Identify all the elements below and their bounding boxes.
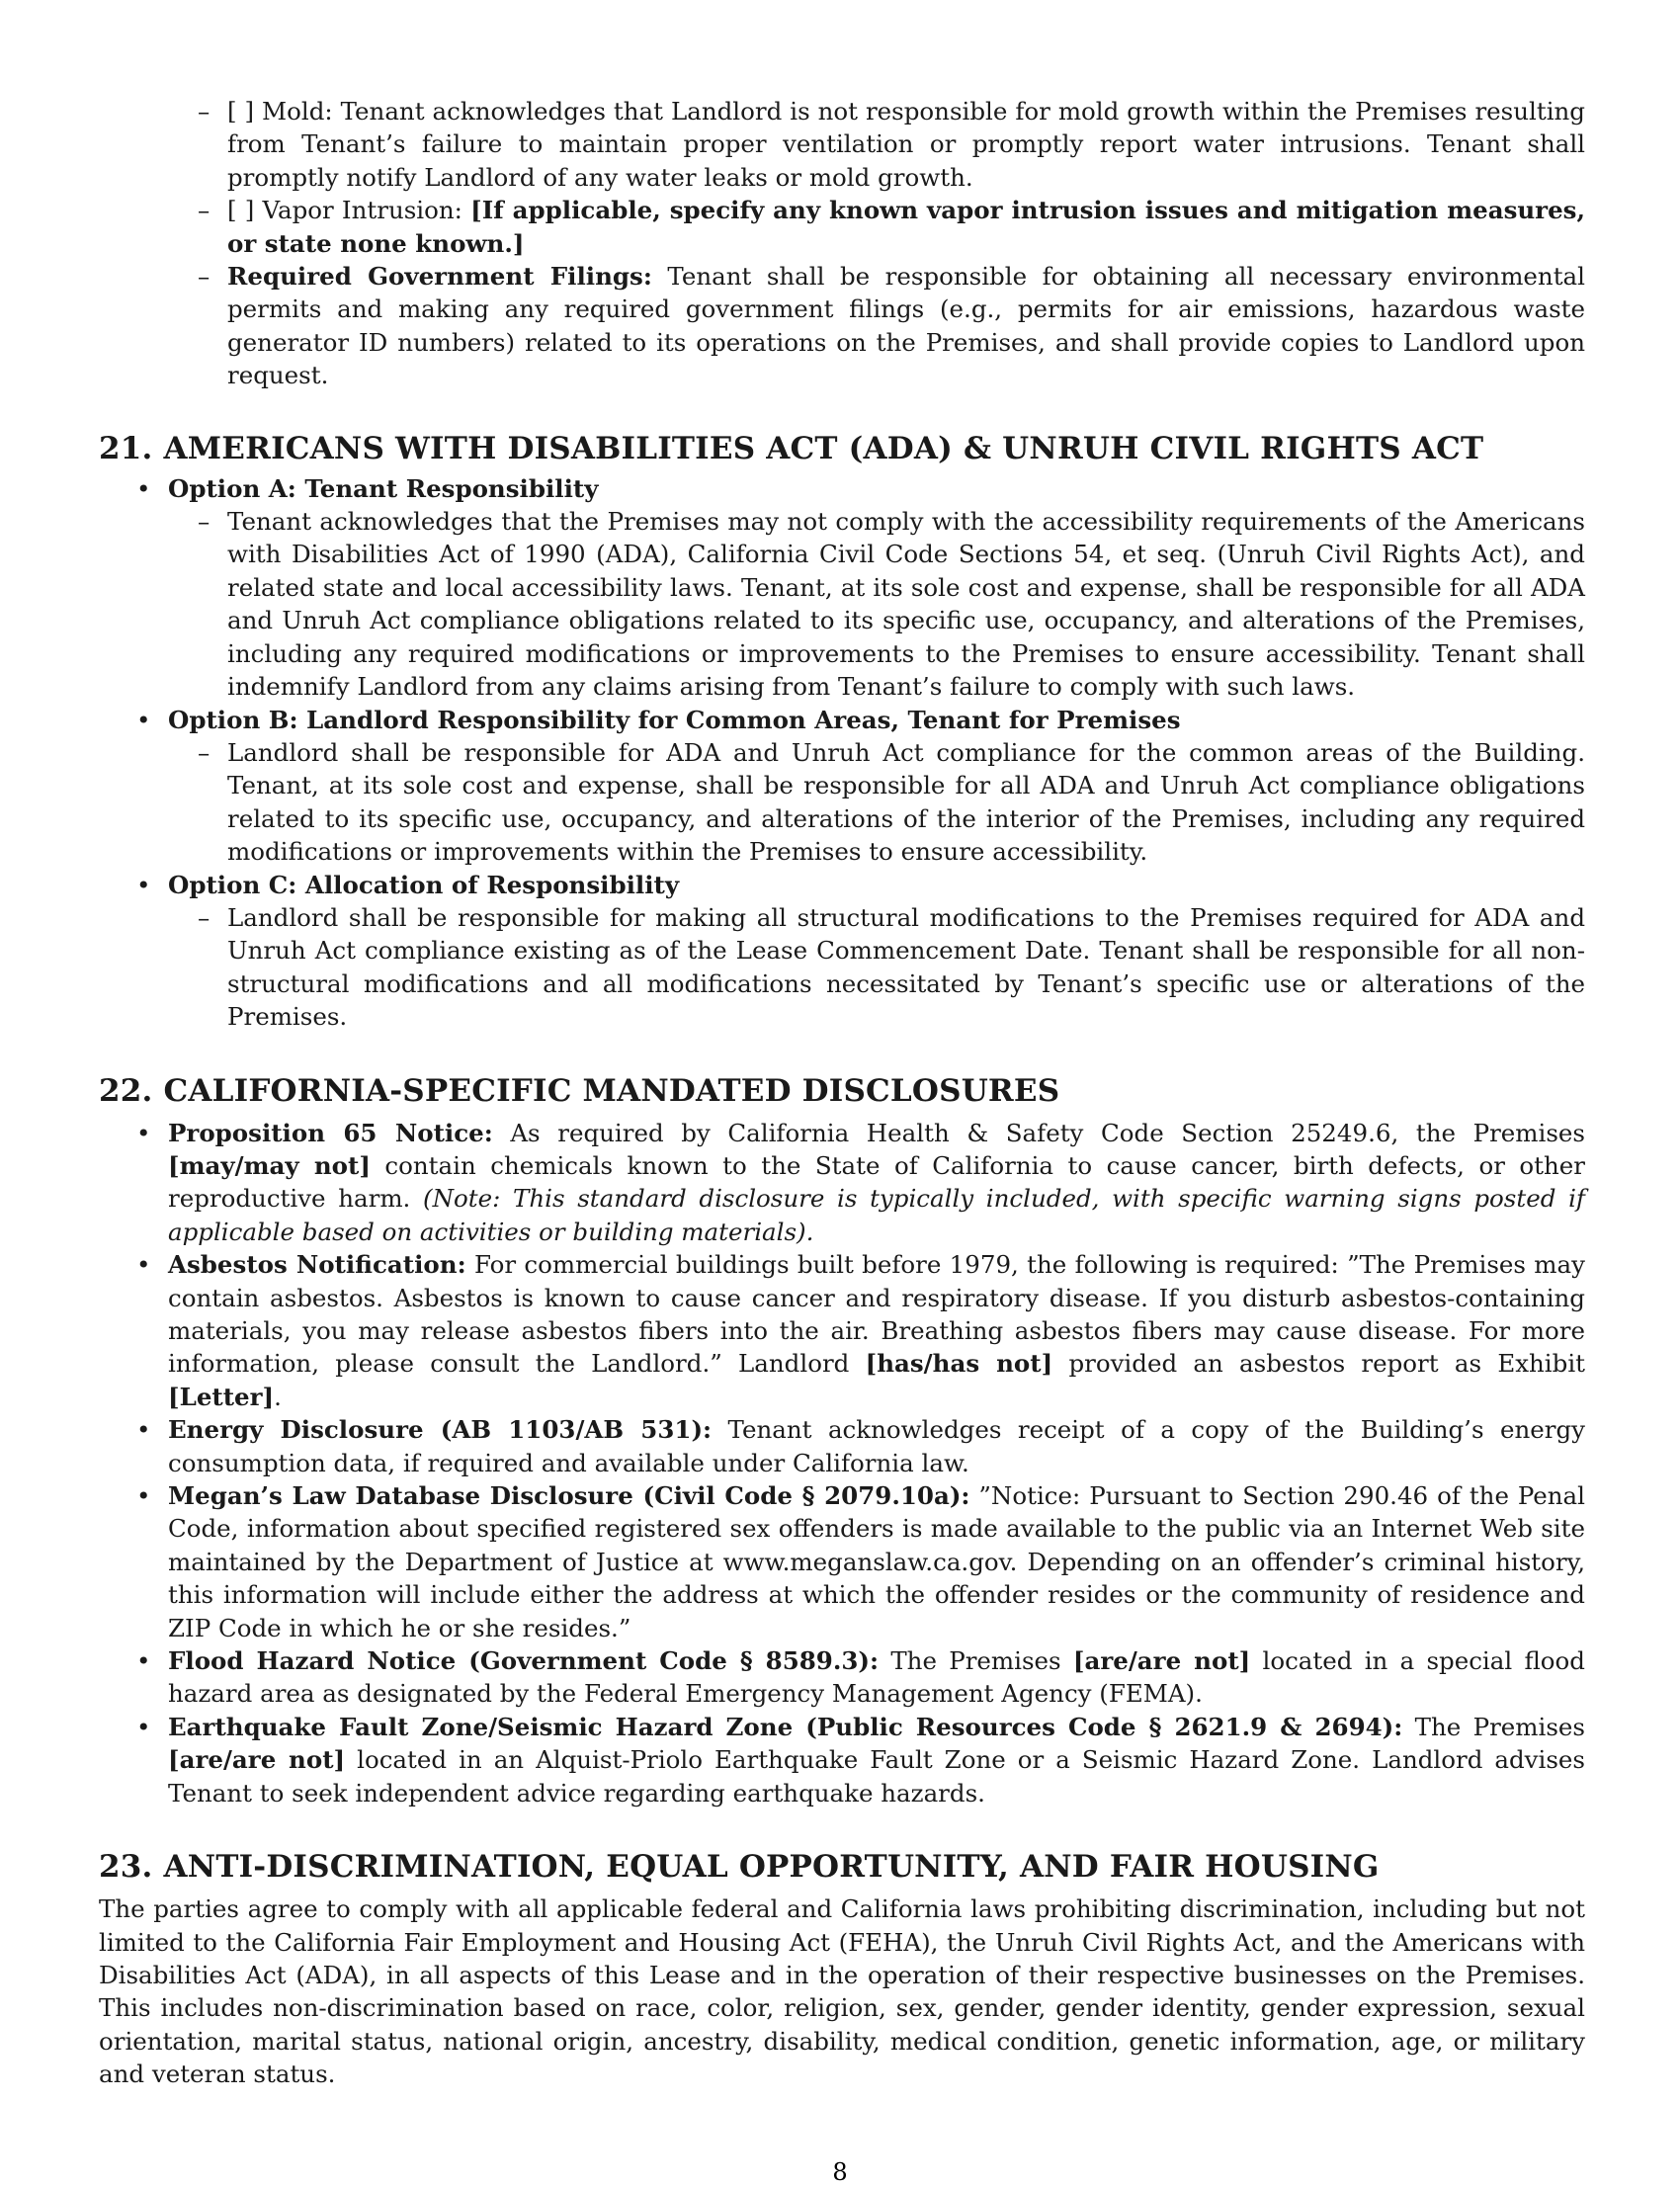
option-c-title: Option C: Allocation of Responsibility (168, 870, 680, 899)
environmental-items-list (99, 95, 1585, 392)
quake-text-1: The Premises (1402, 1712, 1585, 1741)
filings-label: Required Government Filings: (227, 262, 652, 292)
disclosures-list (99, 1117, 1585, 1810)
list-item-megans-law (99, 1479, 1585, 1644)
list-item-vapor-intrusion (99, 194, 1585, 260)
energy-text: Tenant acknowledges receipt of a copy of the Building’s energy consumption data, if required and available under California law. (168, 1415, 1585, 1477)
megan-label: Megan’s Law Database Disclosure (Civil Code § 2079.10a): (168, 1481, 970, 1511)
energy-label: Energy Disclosure (AB 1103/AB 531): (168, 1415, 713, 1445)
asbestos-text-3: . (274, 1382, 282, 1411)
section-21-heading: 21. AMERICANS WITH DISABILITIES ACT (ADA) & UNRUH CIVIL RIGHTS ACT (99, 430, 1484, 466)
quake-text-2: located in an Alquist-Priolo Earthquake Fault Zone or a Seismic Hazard Zone. Landlord advises Tenant to seek independent advice regarding earthquake hazards. (168, 1745, 1586, 1808)
option-b-title: Option B: Landlord Responsibility for Common Areas, Tenant for Premises (168, 705, 1181, 734)
list-item-prop65 (99, 1117, 1585, 1249)
asbestos-label: Asbestos Notification: (168, 1250, 466, 1280)
option-a-text: – Tenant acknowledges that the Premises may not comply with the accessibility requirements of the Americans with Disabilities Act of 1990 (ADA), California Civil Code Sections 54, et seq. (Unruh Civil Rights Act), and related state and local accessibility laws. Tenant, at its sole cost and expense, shall be responsible for all ADA and Unruh Act compliance obligations related to its specific use, occupancy, and alterations of the Premises, including any required modifications or improvements to the Premises to ensure accessibility. Tenant shall indemnify Landlord from any claims arising from Tenant’s failure to comply with such laws. (168, 505, 1585, 703)
list-item-option-a (99, 472, 1585, 704)
mold-text: Tenant acknowledges that Landlord is not responsible for mold growth within the Premises resulting from Tenant’s failure to maintain proper ventilation or promptly report water intrusions. Tenant shall promptly notify Landlord of any water leaks or mold growth. (227, 97, 1585, 192)
page-number: 8 (832, 2158, 848, 2186)
flood-text-1: The Premises (879, 1646, 1073, 1676)
quake-label: Earthquake Fault Zone/Seismic Hazard Zone (Public Resources Code § 2621.9 & 2694): (168, 1712, 1403, 1741)
section-23-paragraph: The parties agree to comply with all applicable federal and California laws prohibiting discrimination, including but not limited to the California Fair Employment and Housing Act (FEHA), the Unruh Civil Rights Act, and the Americans with Disabilities Act (ADA), in all aspects of this Lease and in the operation of their respective businesses on the Premises. This includes non-discrimination based on race, color, religion, sex, gender, gender identity, gender expression, sexual orientation, marital status, national origin, ancestry, disability, medical condition, genetic information, age, or military and veteran status. (99, 1894, 1585, 2089)
option-c-text: – Landlord shall be responsible for making all structural modifications to the Premises required for ADA and Unruh Act compliance existing as of the Lease Commencement Date. Tenant shall be responsible for all non-structural modifications and all modifications necessitated by Tenant’s specific use or alterations of the Premises. (168, 901, 1585, 1034)
vapor-placeholder: [If applicable, specify any known vapor intrusion issues and mitigation measures, or state none known.] (227, 196, 1585, 258)
prop65-text-2: contain chemicals known to the State of California to cause cancer, birth defects, or other reproductive harm. (168, 1150, 1586, 1214)
ada-options-list (99, 472, 1585, 1034)
prop65-note: (Note: This standard disclosure is typically included, with specific warning signs posted if applicable based on activities or building materials). (168, 1184, 1585, 1246)
asbestos-placeholder-exhibit: [Letter] (168, 1382, 275, 1411)
filings-text: Tenant shall be responsible for obtaining all necessary environmental permits and making any required government filings (e.g., permits for air emissions, hazardous waste generator ID numbers) related to its operations on the Premises, and shall provide copies to Landlord upon request. (227, 262, 1585, 390)
asbestos-text-1: For commercial buildings built before 1979, the following is required: ”The Premises may contain asbestos. Asbestos is known to cause cancer and respiratory disease. If you disturb asbestos-containing materials, you may release asbestos fibers into the air. Breathing asbestos fibers may cause disease. For more information, please consult the Landlord.” Landlord (168, 1250, 1585, 1379)
list-item-earthquake (99, 1711, 1585, 1809)
asbestos-text-2: provided an asbestos report as Exhibit (1052, 1349, 1585, 1379)
prop65-placeholder: [may/may not] (168, 1150, 371, 1180)
list-item-government-filings (99, 260, 1585, 392)
list-item-flood (99, 1644, 1585, 1711)
option-b-text: – Landlord shall be responsible for ADA and Unruh Act compliance for the common areas of the Building. Tenant, at its sole cost and expense, shall be responsible for all ADA and Unruh Act compliance obligations related to its specific use, occupancy, and alterations of the interior of the Premises, including any required modifications or improvements within the Premises to ensure accessibility. (168, 736, 1585, 869)
mold-lead: [ ] Mold: (227, 97, 341, 126)
quake-placeholder: [are/are not] (168, 1745, 346, 1775)
section-23-heading: 23. ANTI-DISCRIMINATION, EQUAL OPPORTUNITY, AND FAIR HOUSING (99, 1849, 1380, 1886)
list-item-asbestos (99, 1248, 1585, 1413)
prop65-text-1: As required by California Health & Safety Code Section 25249.6, the Premises (492, 1118, 1585, 1147)
megan-text: ”Notice: Pursuant to Section 290.46 of the Penal Code, information about specified registered sex offenders is made available to the public via an Internet Web site maintained by the Department of Justice at www.meganslaw.ca.gov. Depending on an offender’s criminal history, this information will include either the address at which the offender resides or the community of residence and ZIP Code in which he or she resides.” (168, 1481, 1585, 1642)
document-page (99, 95, 1585, 2091)
list-item-mold (99, 95, 1585, 194)
flood-placeholder: [are/are not] (1072, 1646, 1251, 1676)
flood-text-2: located in a special flood hazard area as designated by the Federal Emergency Management Agency (FEMA). (168, 1646, 1585, 1709)
flood-label: Flood Hazard Notice (Government Code § 8589.3): (168, 1646, 880, 1676)
list-item-energy (99, 1413, 1585, 1479)
asbestos-placeholder-report: [has/has not] (865, 1349, 1053, 1379)
list-item-option-c (99, 869, 1585, 1034)
list-item-option-b (99, 704, 1585, 869)
vapor-lead: [ ] Vapor Intrusion: (227, 196, 471, 225)
option-a-title: Option A: Tenant Responsibility (168, 473, 599, 503)
prop65-label: Proposition 65 Notice: (168, 1118, 493, 1147)
section-22-heading: 22. CALIFORNIA-SPECIFIC MANDATED DISCLOSURES (99, 1072, 1060, 1109)
